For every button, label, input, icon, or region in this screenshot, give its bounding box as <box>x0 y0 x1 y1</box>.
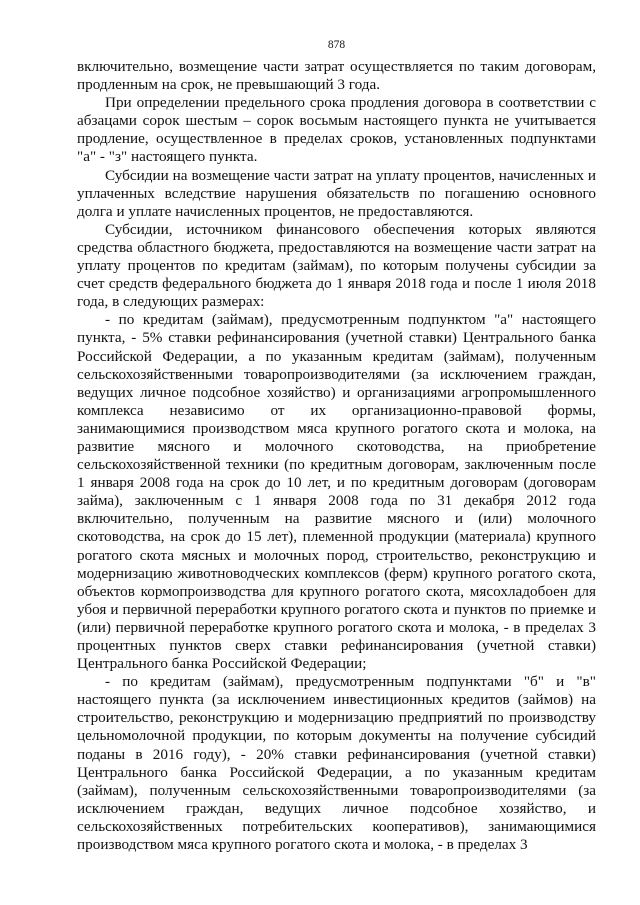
paragraph-extension-period: При определении предельного срока продления договора в соответствии с абзацами сорок шестым – сорок восьмым настоящего пункта не учитывается продление, осуществленное в пределах сроков, установленных подпунктами "а" - "з" настоящего пункта. <box>77 94 596 166</box>
paragraph-penalty-interest: Субсидии на возмещение части затрат на уплату процентов, начисленных и уплаченных вследствие нарушения обязательств по погашению основного долга и уплате начисленных процентов, не предоставляются. <box>77 166 596 220</box>
document-body <box>77 58 596 854</box>
list-item-subparagraph-a: - по кредитам (займам), предусмотренным подпунктом "а" настоящего пункта, - 5% ставки рефинансирования (учетной ставки) Центрального банка Российской Федерации, а по указанным кредитам (займам), полученным сельскохозяйственными товаропроизводителями (за исключением граждан, ведущих личное подсобное хозяйство) и организациями агропромышленного комплекса независимо от их организационно-правовой формы, занимающимися производством мяса крупного рогатого скота и молока, на развитие мясного и молочного скотоводства, на приобретение сельскохозяйственной техники (по кредитным договорам, заключенным после 1 января 2008 года на срок до 10 лет, и по кредитным договорам (договорам займа), заключенным с 1 января 2008 года по 31 декабря 2012 года включительно, полученным на развитие мясного и (или) молочного скотоводства, на срок до 15 лет), племенной продукции (материала) крупного рогатого скота мясных и молочных пород, строительство, реконструкцию и модернизацию животноводческих комплексов (ферм) крупного рогатого скота, объектов кормопроизводства для крупного рогатого скота, мясохладобоен для убоя и первичной переработки крупного рогатого скота и пунктов по приемке и (или) первичной переработке крупного рогатого скота и молока, - в пределах 3 процентных пунктов сверх ставки рефинансирования (учетной ставки) Центрального банка Российской Федерации; <box>77 311 596 673</box>
paragraph-regional-budget: Субсидии, источником финансового обеспечения которых являются средства областного бюджета, предоставляются на возмещение части затрат на уплату процентов по кредитам (займам), по которым получены субсидии за счет средств федерального бюджета до 1 января 2018 года и после 1 июля 2018 года, в следующих размерах: <box>77 220 596 311</box>
list-item-subparagraph-b-v: - по кредитам (займам), предусмотренным подпунктами "б" и "в" настоящего пункта (за исключением инвестиционных кредитов (займов) на строительство, реконструкцию и модернизацию предприятий по производству цельномолочной продукции, по которым документы на получение субсидий поданы в 2016 году), - 20% ставки рефинансирования (учетной ставки) Центрального банка Российской Федерации, а по указанным кредитам (займам), полученным сельскохозяйственными товаропроизводителями (за исключением граждан, ведущих личное подсобное хозяйство, и сельскохозяйственных потребительских кооперативов), занимающимися производством мяса крупного рогатого скота и молока, - в пределах 3 <box>77 673 596 854</box>
paragraph-continuation: включительно, возмещение части затрат осуществляется по таким договорам, продленным на срок, не превышающий 3 года. <box>77 58 596 94</box>
page-number: 878 <box>327 39 346 51</box>
